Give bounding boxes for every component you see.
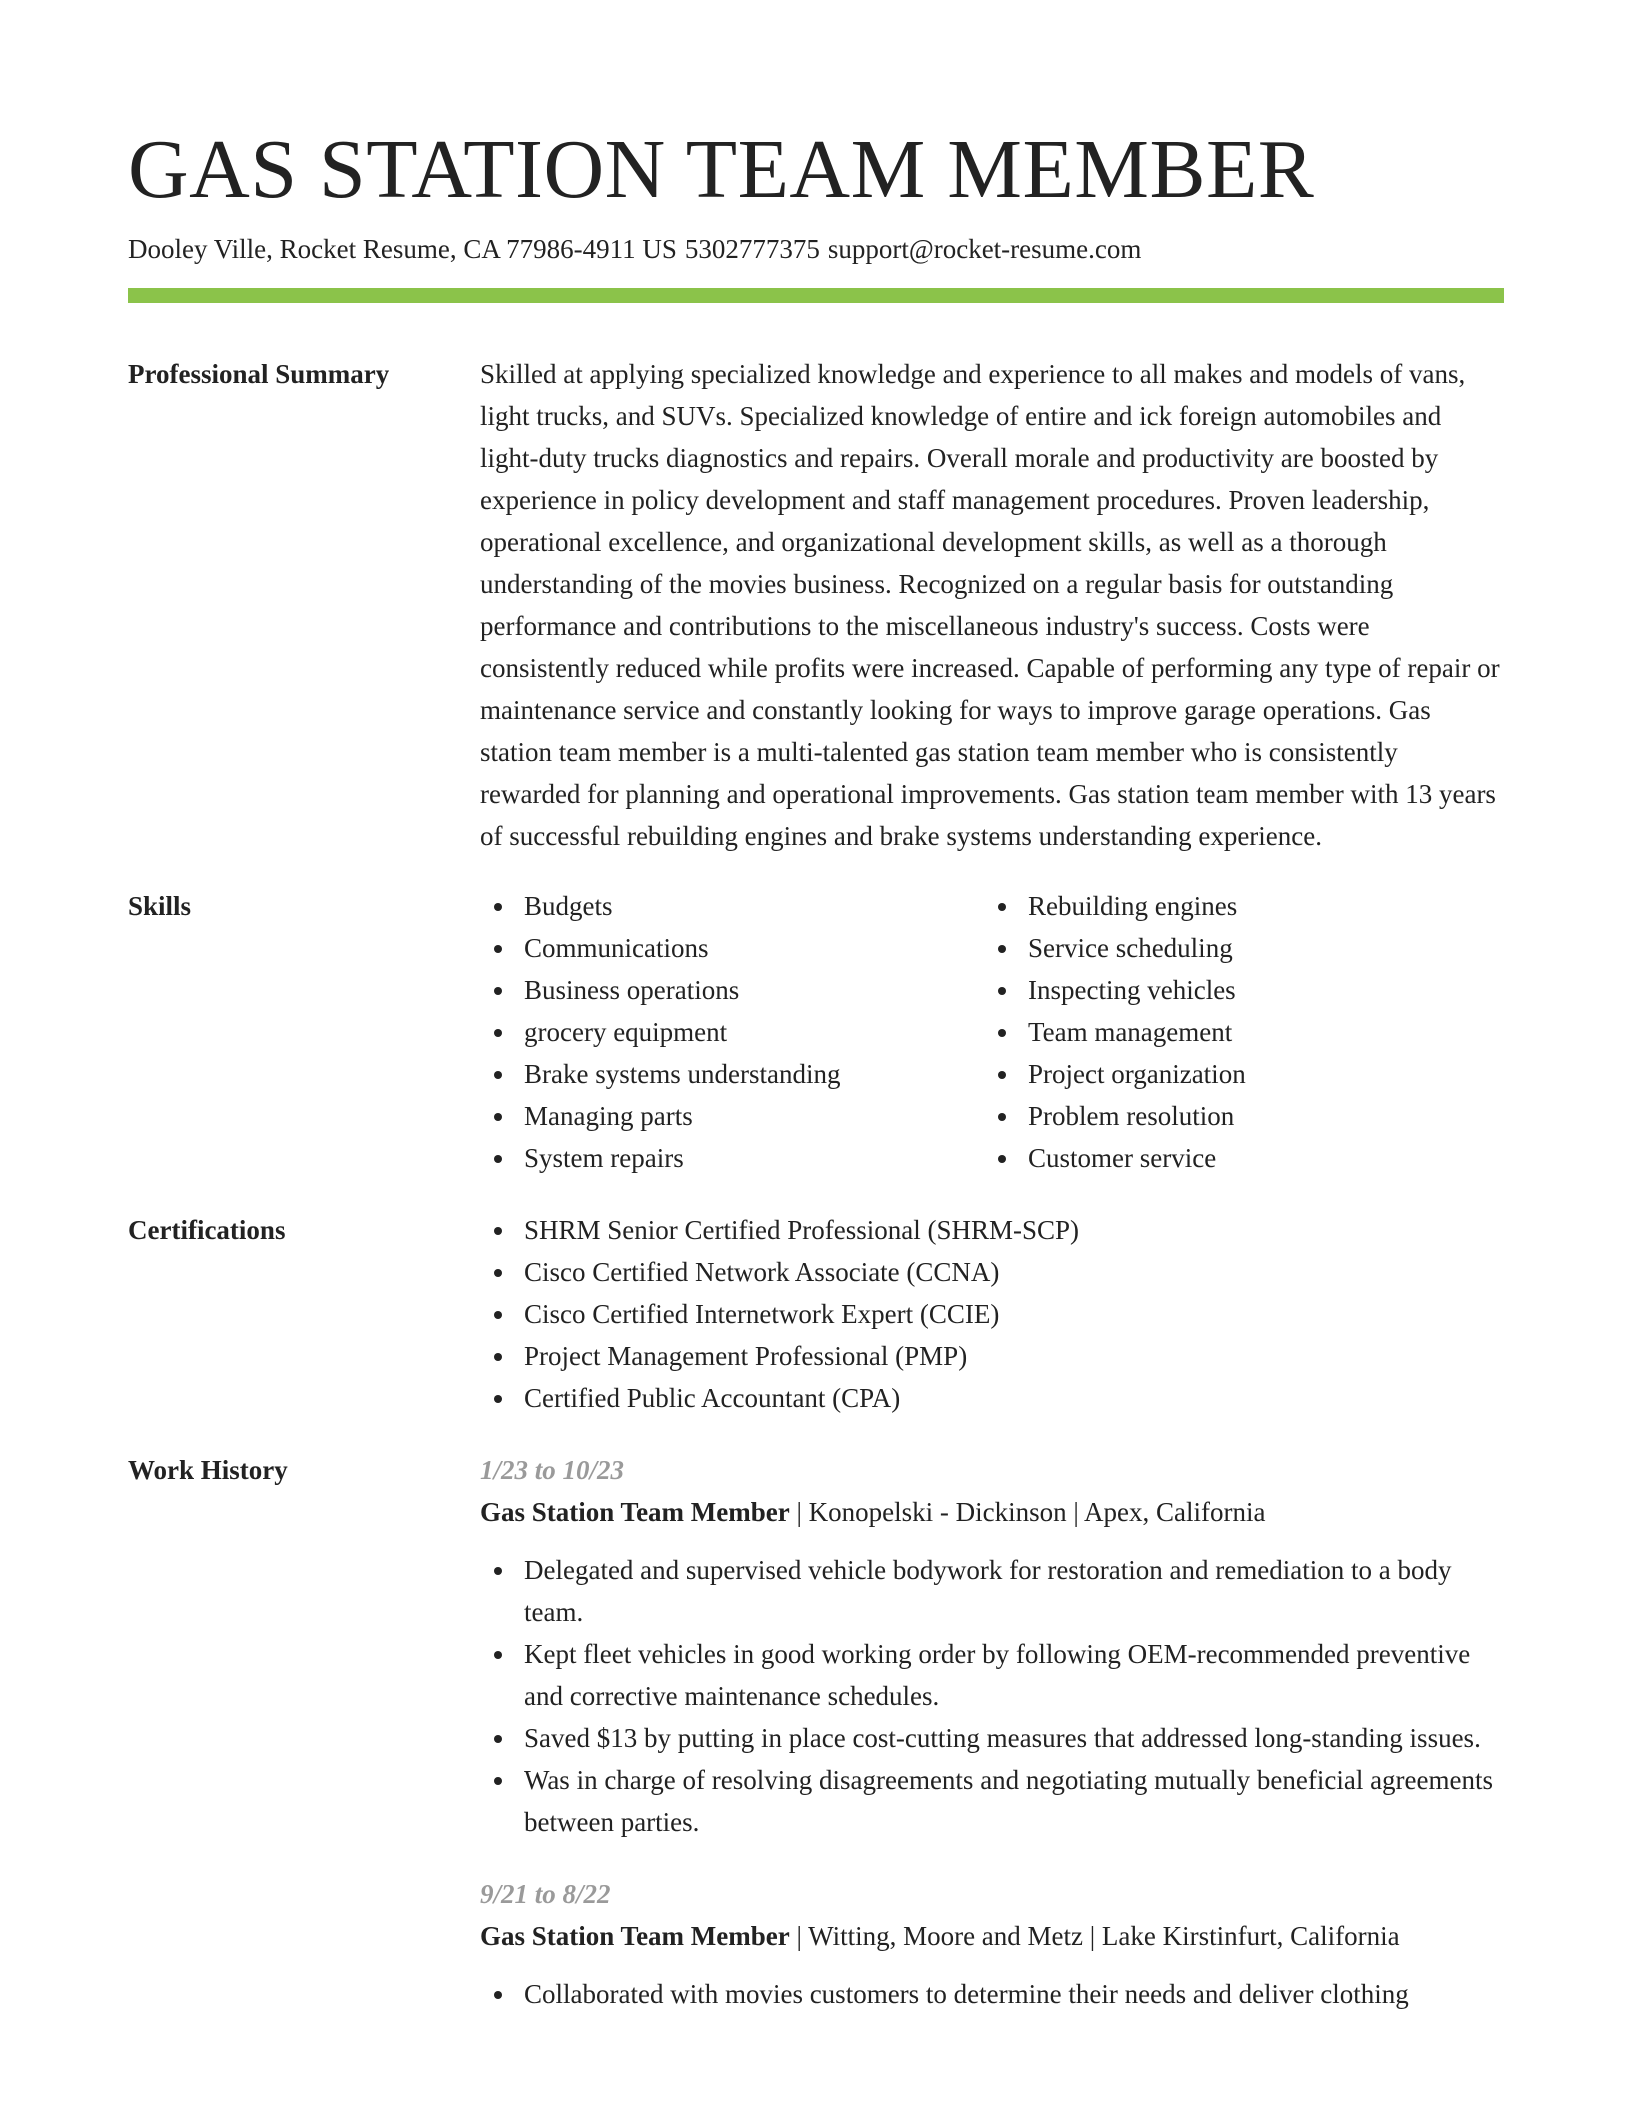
- certification-item: SHRM Senior Certified Professional (SHRM-SCP): [480, 1209, 1504, 1251]
- skill-item: Inspecting vehicles: [984, 969, 1488, 1011]
- skill-item: Communications: [480, 927, 984, 969]
- job-entry: [480, 1449, 1504, 1843]
- skills-list-left: [480, 885, 984, 1179]
- certifications-list: [480, 1209, 1504, 1419]
- job-bullet: Collaborated with movies customers to determine their needs and deliver clothing: [480, 1973, 1504, 2015]
- work-history-body: [480, 1449, 1504, 2015]
- job-title: Gas Station Team Member: [480, 1921, 790, 1951]
- job-dates: 9/21 to 8/22: [480, 1879, 611, 1909]
- skills-list-right: [984, 885, 1488, 1179]
- skills-section: [128, 857, 1504, 1179]
- certification-item: Project Management Professional (PMP): [480, 1335, 1504, 1377]
- certification-item: Cisco Certified Internetwork Expert (CCIE): [480, 1293, 1504, 1335]
- job-bullets: [480, 1973, 1504, 2015]
- certification-item: Cisco Certified Network Associate (CCNA): [480, 1251, 1504, 1293]
- job-heading: [480, 1491, 1504, 1533]
- job-bullet: Delegated and supervised vehicle bodywork for restoration and remediation to a body team.: [480, 1549, 1504, 1633]
- job-bullets: [480, 1549, 1504, 1843]
- job-dates: 1/23 to 10/23: [480, 1455, 625, 1485]
- skills-grid: [480, 885, 1504, 1179]
- section-label-skills: Skills: [128, 891, 192, 921]
- job-details: | Witting, Moore and Metz | Lake Kirstinfurt, California: [789, 1921, 1400, 1951]
- certifications-body: [480, 1209, 1504, 1419]
- skill-item: Managing parts: [480, 1095, 984, 1137]
- job-bullet: Kept fleet vehicles in good working order by following OEM-recommended preventive and corrective maintenance schedules.: [480, 1633, 1504, 1717]
- skill-item: Project organization: [984, 1053, 1488, 1095]
- skill-item: Budgets: [480, 885, 984, 927]
- section-label-certifications: Certifications: [128, 1215, 286, 1245]
- job-title: Gas Station Team Member: [480, 1497, 790, 1527]
- certifications-section: [128, 1179, 1504, 1419]
- resume-page: [128, 120, 1504, 2015]
- skill-item: System repairs: [480, 1137, 984, 1179]
- contact-line: [128, 232, 1504, 266]
- section-label-work-history: Work History: [128, 1455, 288, 1485]
- skill-item: grocery equipment: [480, 1011, 984, 1053]
- job-entry: [480, 1873, 1504, 2015]
- job-bullet: Saved $13 by putting in place cost-cutting measures that addressed long-standing issues.: [480, 1717, 1504, 1759]
- job-heading: [480, 1915, 1504, 1957]
- skill-item: Rebuilding engines: [984, 885, 1488, 927]
- skill-item: Brake systems understanding: [480, 1053, 984, 1095]
- summary-text: Skilled at applying specialized knowledge and experience to all makes and models of vans, light trucks, and SUVs. Specialized knowledge of entire and ick foreign automobiles and light-duty trucks diagnostics and repairs. Overall morale and productivity are boosted by experience in policy development and staff management procedures. Proven leadership, operational excellence, and organizational development skills, as well as a thorough understanding of the movies business. Recognized on a regular basis for outstanding performance and contributions to the miscellaneous industry's success. Costs were consistently reduced while profits were increased. Capable of performing any type of repair or maintenance service and constantly looking for ways to improve garage operations. Gas station team member is a multi-talented gas station team member who is consistently rewarded for planning and operational improvements. Gas station team member with 13 years of successful rebuilding engines and brake systems understanding experience.: [480, 359, 1500, 851]
- header-accent-rule: [128, 288, 1504, 303]
- contact-email[interactable]: support@rocket-resume.com: [827, 234, 1142, 264]
- skill-item: Customer service: [984, 1137, 1488, 1179]
- skill-item: Business operations: [480, 969, 984, 1011]
- skill-item: Service scheduling: [984, 927, 1488, 969]
- skill-item: Problem resolution: [984, 1095, 1488, 1137]
- job-details: | Konopelski - Dickinson | Apex, California: [789, 1497, 1266, 1527]
- contact-phone: 5302777375: [684, 234, 820, 264]
- work-history-section: [128, 1419, 1504, 2015]
- skill-item: Team management: [984, 1011, 1488, 1053]
- professional-summary-section: [128, 303, 1504, 857]
- resume-name-heading: GAS STATION TEAM MEMBER: [128, 123, 1315, 216]
- contact-address: Dooley Ville, Rocket Resume, CA 77986-4911 US: [128, 234, 677, 264]
- job-bullet: Was in charge of resolving disagreements and negotiating mutually beneficial agreements between parties.: [480, 1759, 1504, 1843]
- section-label-summary: Professional Summary: [128, 359, 390, 389]
- certification-item: Certified Public Accountant (CPA): [480, 1377, 1504, 1419]
